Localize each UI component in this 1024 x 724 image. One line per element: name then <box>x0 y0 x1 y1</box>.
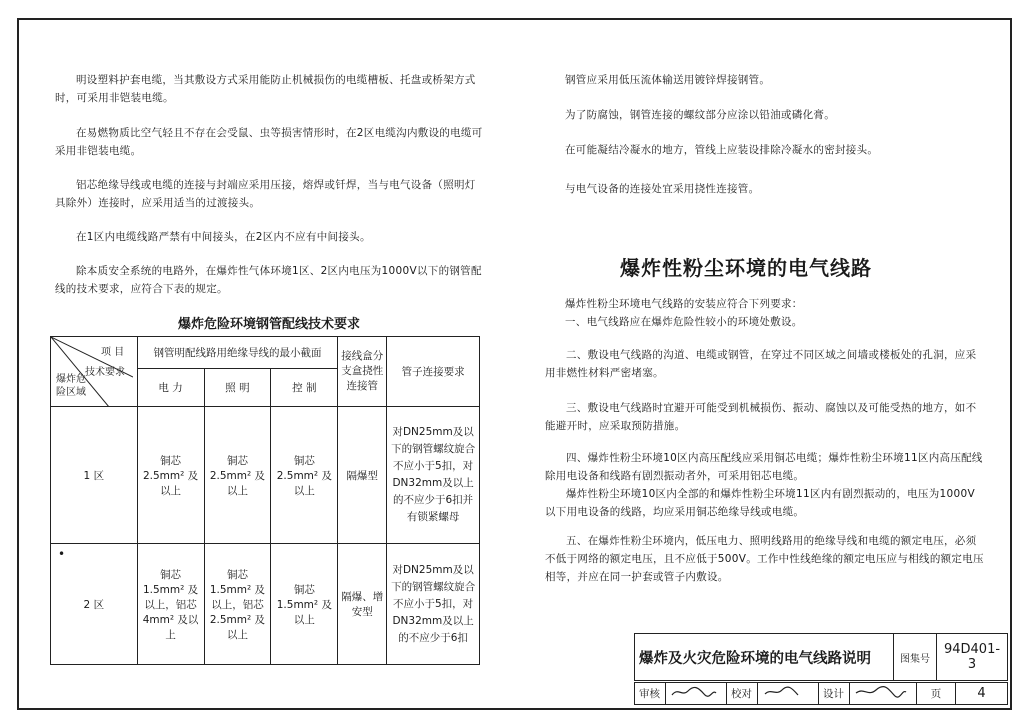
control-cell: 铜芯 2.5mm² 及以上 <box>271 407 338 544</box>
left-paragraph-1: 明设塑料护套电缆，当其敷设方式采用能防止机械损伤的电缆槽板、托盘或桥架方式时，可采用非铠装电缆。 <box>55 74 476 104</box>
pipe-cell: 对DN25mm及以下的钢管螺纹旋合不应小于5扣，对DN32mm及以上的不应少于6扣 <box>387 544 480 665</box>
header-box: 接线盒分支盒挠性连接管 <box>338 337 387 407</box>
lighting-cell: 铜芯 1.5mm² 及以上，铝芯 2.5mm² 及以上 <box>204 544 271 665</box>
zone-cell: 1 区 <box>51 407 138 544</box>
atlas-label: 图集号 <box>894 634 937 681</box>
left-paragraph-3: 铝芯绝缘导线或电缆的连接与封端应采用压接，熔焊或钎焊，当与电气设备（照明灯具除外）连接时，应采用适当的过渡接头。 <box>55 179 476 209</box>
check-signature-scribble <box>762 685 810 699</box>
power-cell: 铜芯 2.5mm² 及以上 <box>137 407 204 544</box>
section-item-1: 一、电气线路应在爆炸危险性较小的环境处敷设。 <box>565 316 803 328</box>
design-signature <box>850 683 917 705</box>
check-signature <box>758 683 819 705</box>
corner-zone-label: 爆炸危险区域 <box>56 374 86 398</box>
corner-cell <box>51 337 138 407</box>
check-label: 校对 <box>727 683 758 705</box>
signature-row <box>634 682 1008 705</box>
right-paragraph-3: 在可能凝结冷凝水的地方，管线上应装设排除冷凝水的密封接头。 <box>565 144 879 156</box>
lighting-cell: 铜芯 2.5mm² 及以上 <box>204 407 271 544</box>
header-power: 电 力 <box>137 369 204 407</box>
section-item-4: 四、爆炸性粉尘环境10区内高压配线应采用铜芯电缆；爆炸性粉尘环境11区内高压配线除用电设备和线路有剧烈振动者外，可采用铝芯电缆。 <box>545 452 983 482</box>
pipe-cell: 对DN25mm及以下的钢管螺纹旋合不应小于5扣，对DN32mm及以上的不应少于6扣并有锁紧螺母 <box>387 407 480 544</box>
review-signature-scribble <box>670 685 718 699</box>
left-paragraph-4: 在1区内电缆线路严禁有中间接头，在2区内不应有中间接头。 <box>76 231 371 243</box>
section-title: 爆炸性粉尘环境的电气线路 <box>620 256 872 280</box>
page-number: 4 <box>956 683 1008 705</box>
stray-dot: • <box>58 547 66 561</box>
atlas-number: 94D401-3 <box>937 634 1008 681</box>
review-label: 审核 <box>635 683 666 705</box>
box-cell: 隔爆型 <box>338 407 387 544</box>
title-block <box>634 633 1008 681</box>
power-cell: 铜芯 1.5mm² 及以上，铝芯 4mm² 及以上 <box>137 544 204 665</box>
header-pipe: 管子连接要求 <box>387 337 480 407</box>
section-item-3: 三、敷设电气线路时宜避开可能受到机械损伤、振动、腐蚀以及可能受热的地方，如不能避开时，应采取预防措施。 <box>545 402 977 432</box>
header-control: 控 制 <box>271 369 338 407</box>
design-label: 设计 <box>819 683 850 705</box>
right-paragraph-2: 为了防腐蚀，钢管连接的螺纹部分应涂以铅油或磷化膏。 <box>565 109 835 121</box>
left-paragraph-5: 除本质安全系统的电路外，在爆炸性气体环境1区、2区内电压为1000V以下的钢管配线的技术要求，应符合下表的规定。 <box>55 265 482 295</box>
header-lighting: 照 明 <box>204 369 271 407</box>
drawing-title: 爆炸及火灾危险环境的电气线路说明 <box>635 634 894 681</box>
review-signature <box>666 683 727 705</box>
design-signature-scribble <box>854 685 908 699</box>
control-cell: 铜芯 1.5mm² 及以上 <box>271 544 338 665</box>
table-title: 爆炸危险环境钢管配线技术要求 <box>178 317 361 332</box>
section-item-4b: 爆炸性粉尘环境10区内全部的和爆炸性粉尘环境11区内有剧烈振动的，电压为1000V以下用电设备的线路，均应采用铜芯绝缘导线或电缆。 <box>545 488 975 518</box>
section-item-5: 五、在爆炸性粉尘环境内，低压电力、照明线路用的绝缘导线和电缆的额定电压，必须不低于网络的额定电压，且不应低于500V。工作中性线绝缘的额定电压应与相线的额定电压相等，并应在同一护套或管子内敷设。 <box>545 535 984 583</box>
corner-tech-label: 技术要求 <box>85 367 125 378</box>
section-item-2: 二、敷设电气线路的沟道、电缆或钢管，在穿过不同区域之间墙或楼板处的孔洞，应采用非燃性材料严密堵塞。 <box>545 349 977 379</box>
section-intro: 爆炸性粉尘环境电气线路的安装应符合下列要求： <box>565 298 803 310</box>
spec-table <box>50 336 480 665</box>
header-min-section: 钢管明配线路用绝缘导线的最小截面 <box>137 337 338 369</box>
right-paragraph-4: 与电气设备的连接处宜采用挠性连接管。 <box>565 183 760 195</box>
table-row <box>51 544 480 665</box>
box-cell: 隔爆、增安型 <box>338 544 387 665</box>
zone-cell: 2 区 <box>51 544 138 665</box>
corner-item-label: 项 目 <box>101 347 125 358</box>
table-row <box>51 407 480 544</box>
right-paragraph-1: 钢管应采用低压流体输送用镀锌焊接钢管。 <box>565 74 771 86</box>
left-paragraph-2: 在易燃物质比空气轻且不存在会受鼠、虫等损害情形时，在2区电缆沟内敷设的电缆可采用非铠装电缆。 <box>55 127 483 157</box>
page-label: 页 <box>917 683 956 705</box>
